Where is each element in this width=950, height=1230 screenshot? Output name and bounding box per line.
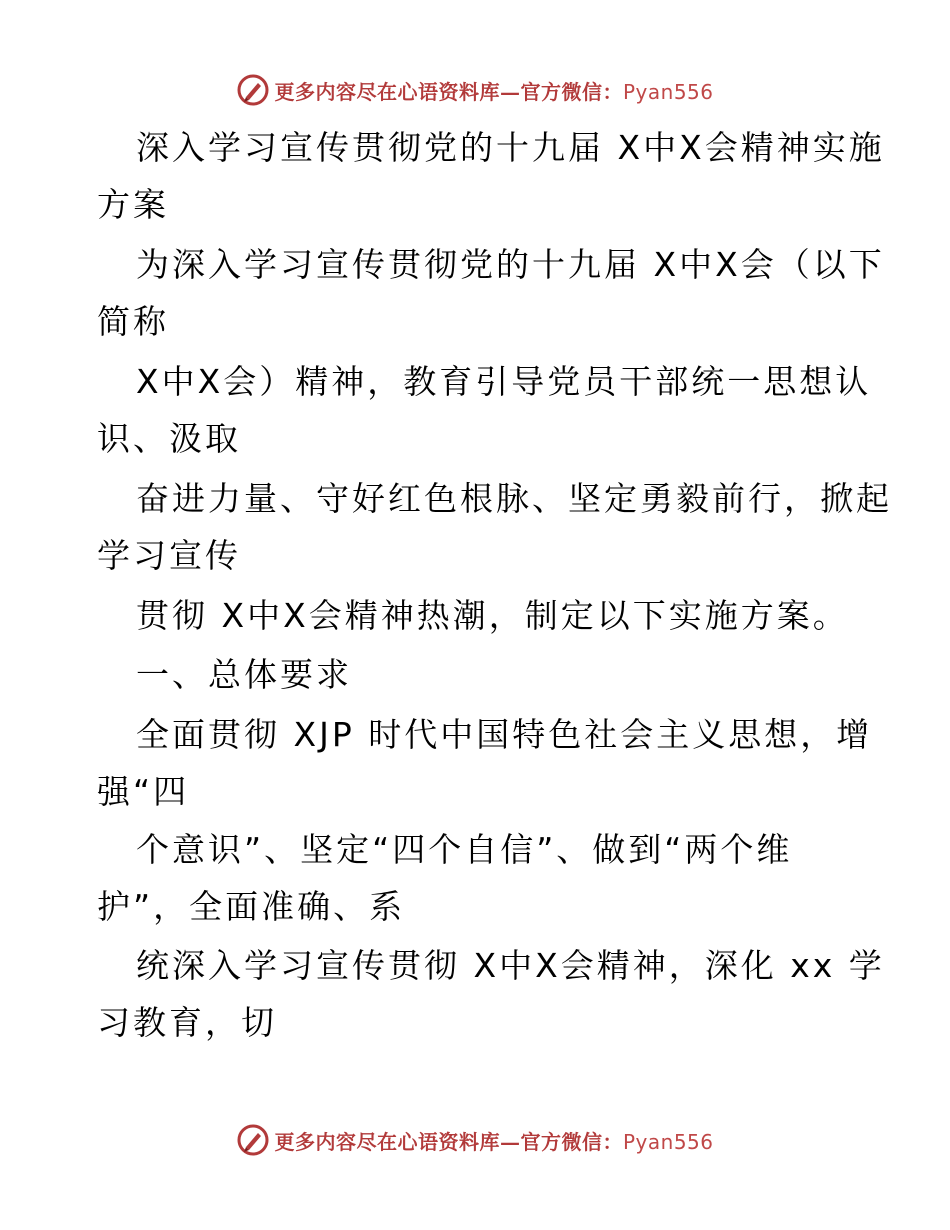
paragraph-line: 习教育，切 xyxy=(97,1003,277,1042)
watermark-wechat-id: Pyan556 xyxy=(622,1129,714,1154)
paragraph-line: 护”，全面准确、系 xyxy=(97,887,406,926)
paragraph-line: X中X会）精神，教育引导党员干部统一思想认 xyxy=(136,362,872,401)
paragraph-line: 强“四 xyxy=(97,772,190,811)
paragraph-line: 奋进力量、守好红色根脉、坚定勇毅前行，掀起 xyxy=(136,479,892,518)
paragraph-line: 统深入学习宣传贯彻 X中X会精神，深化 xx 学 xyxy=(136,946,885,985)
paragraph-line: 全面贯彻 XJP 时代中国特色社会主义思想，增 xyxy=(136,715,873,754)
pen-logo-icon xyxy=(236,1123,270,1157)
watermark-text: 更多内容尽在心语资料库—官方微信：Pyan556 xyxy=(274,1129,714,1154)
paragraph-line: 贯彻 X中X会精神热潮，制定以下实施方案。 xyxy=(136,596,849,635)
paragraph-line: 个意识”、坚定“四个自信”、做到“两个维 xyxy=(136,830,793,869)
footer-watermark xyxy=(0,1120,950,1160)
paragraph-line: 识、汲取 xyxy=(97,419,241,458)
title-line-2: 方案 xyxy=(97,185,169,224)
paragraph-line: 简称 xyxy=(97,302,169,341)
paragraph-line: 学习宣传 xyxy=(97,536,241,575)
section-heading: 一、总体要求 xyxy=(136,655,352,694)
title-line-1: 深入学习宣传贯彻党的十九届 X中X会精神实施 xyxy=(136,128,885,167)
watermark-wechat-id: Pyan556 xyxy=(622,79,714,104)
watermark-text: 更多内容尽在心语资料库—官方微信：Pyan556 xyxy=(274,79,714,104)
header-watermark xyxy=(0,70,950,110)
pen-logo-icon xyxy=(236,73,270,107)
paragraph-line: 为深入学习宣传贯彻党的十九届 X中X会（以下 xyxy=(136,245,885,284)
